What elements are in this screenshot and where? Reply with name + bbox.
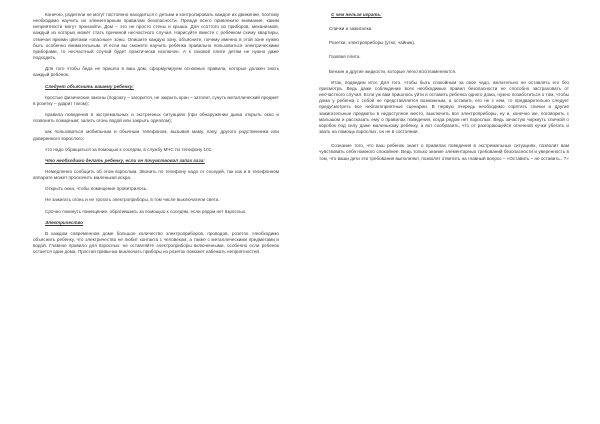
explain-heading: Следует объяснить вашему ребенку: bbox=[45, 83, 134, 89]
intro-paragraph: Конечно, родители не могут постоянно находиться с детьми и контролировать каждое их движение, поэтому необходимо научить их элементарным правилам безопасности. Прежде всего привлеките внимание, каким неприятности могут произойти. Дом – это не просто стены и крыша. Для ссоттого из приборов, механизмов, каждый из которых может стать причиной несчастного случая. Нарисуйте вместе с ребёнком схему квартиры, отмечая яркими цветами «опасные» зоны. Опишите каждую зону, объясните, почему именно в этой зоне нужно быть особенно внимательным. И если вы сможете научить ребёнка правильно пользоваться электрическими приборами, то несчастный случай будет практически исключен. А к газовой плите детям не нужно даже подходить. bbox=[33, 12, 279, 61]
rules-intro-paragraph: Для того чтобы беда не пришла в ваш дом, сформулируем основные правила, которые должен знать каждый ребенок. bbox=[33, 66, 279, 78]
no-play-item-1: Спички и зажигалки. bbox=[329, 26, 373, 32]
summary-paragraph: Итак, подведем итог. Для того, чтобы быть спокойным за свое чадо, желательно не оставлять его без присмотра. Ведь даже соблюдение всех необходимых правил безопасности не способно застраховать от несчастного случая. Если уж вам пришлось уйти и оставить ребенка одного дома, нужно позаботиться о том, чтобы дома у ребенка с собой не представляется возможным, а оставить его не с кем, то предварительно следует предусмотреть все неблагоприятные сценарии. В первую очередь необходимо спрятать спички и другие зажигательные предметы в недоступное место, выключить все электроприборы, ну и, конечно же, поговорить с малышом и рассказать ему о правилах поведения, когда рядом нет взрослых. Ведь зачастую чиркнуть спичкой о коробок под силу даже маленькому ребёнку, а вот сообразить, что от разгорающейся огненной кучки убегать и звать на помощь взрослых, он не в состоянии. bbox=[319, 79, 569, 135]
gas-item-2: Открыть окна, чтобы помещение проветрилось. bbox=[45, 186, 148, 192]
right-column bbox=[319, 12, 569, 162]
gas-heading: Что необходимо делать ребенку, если он почувствовал запах газа: bbox=[45, 157, 205, 163]
no-play-item-3: Газовая плита. bbox=[329, 54, 361, 60]
electricity-paragraph: В каждом современном доме большое количество электроприборов, проводов, розеток. Необходимо объяснить ребенку, что электричество не любит контакта с человеком, а также с металлическими предметами и водой. Главное правило для взрослых: не оставляйте электроприборы включенными, особенно если ребенок остается один дома. Простая привычка выключать приборы из розеток поможет избежать неприятностей. bbox=[33, 230, 279, 255]
no-play-item-4: Бензин и другие жидкости, которые легко воспламеняются. bbox=[329, 68, 457, 74]
no-play-item-2: Розетки, электроприборы (утюг, чайник). bbox=[329, 40, 416, 46]
gas-item-3: Не зажигать огонь и не трогать электроприборы, в том числе выключатели света. bbox=[45, 197, 220, 203]
gas-item-4: Срочно покинуть помещение, обратившись за помощью к соседям, если рядом нет взрослых. bbox=[45, 208, 247, 214]
explain-item-3: как пользоваться мобильным и обычным телефоном, вызывая маму, папу, другого родственника или доверенного взрослого; bbox=[33, 129, 279, 141]
explain-item-2: правила поведения в экстремальных и экстренных ситуациях (при обнаружении дыма открыть окно и позвонить пожарным; залить огонь водой или закрыть одеялом); bbox=[33, 112, 279, 124]
no-play-heading: С чем нельзя играть: bbox=[331, 12, 382, 17]
explain-item-4: что надо обращаться за помощью к соседям, в службу МЧС по телефону 101. bbox=[45, 146, 213, 152]
explain-item-1: простые физические законы (подожгу – загорится, не закрыть кран – затопит, сунуть металлический предмет в розетку – ударит током); bbox=[33, 94, 279, 106]
conclusion-paragraph: Сознание того, что ваш ребенок знает о правилах поведения в экстремальных ситуациях, позволит вам чувствовать себя намного спокойнее. Ведь только знание элементарных требований безопасности и уверенность в том, что ваши дети эти требования выполняют, позволят ответить на главный вопрос – «Оставить – не оставить...?» bbox=[319, 143, 569, 161]
gas-item-1: Немедленно сообщить об этом взрослым. Звонить по телефону надо от соседей, так как и в телефонном аппарате может проскочить маленькая искра. bbox=[33, 168, 279, 181]
electricity-heading: Электричество bbox=[45, 219, 84, 225]
left-column bbox=[33, 12, 279, 256]
